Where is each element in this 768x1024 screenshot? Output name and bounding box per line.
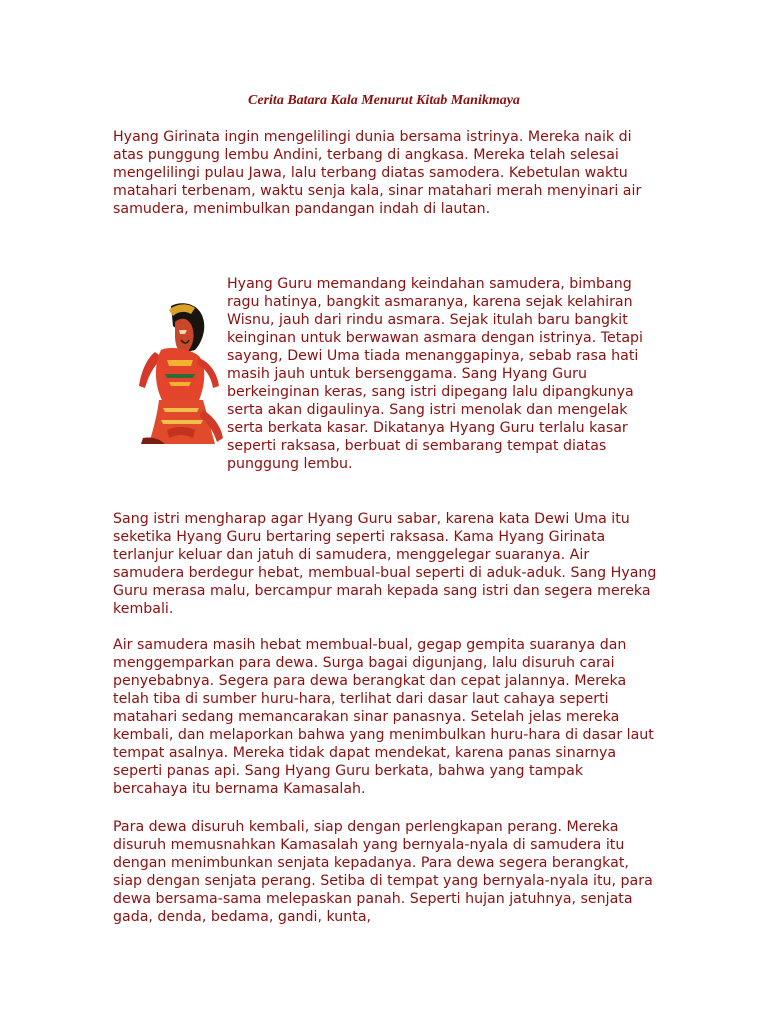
document-title: Cerita Batara Kala Menurut Kitab Manikmaya	[248, 93, 520, 108]
paragraph-4: Air samudera masih hebat membual-bual, gegap gempita suaranya dan menggemparkan para dewa. Surga bagai digunjang, lalu disuruh carai penyebabnya. Segera para dewa berangkat dan cepat jalannya. Mereka telah tiba di sumber huru-hara, terlihat dari dasar laut cahaya seperti matahari sedang memancarakan sinar panasnya. Setelah jelas mereka kembali, dan melaporkan bahwa yang menimbulkan huru-hara di dasar laut tempat asalnya. Mereka tidak dapat mendekat, karena panas sinarnya seperti panas api. Sang Hyang Guru berkata, bahwa yang tampak bercahaya itu bernama Kamasalah.	[113, 637, 654, 797]
wayang-figure-image	[133, 300, 228, 446]
paragraph-3: Sang istri mengharap agar Hyang Guru sabar, karena kata Dewi Uma itu seketika Hyang Guru bertaring seperti raksasa. Kama Hyang Girinata terlanjur keluar dan jatuh di samudera, menggelegar suaranya. Air samudera berdegur hebat, membual-bual seperti di aduk-aduk. Sang Hyang Guru merasa malu, bercampur marah kepada sang istri dan segera mereka kembali.	[113, 511, 657, 617]
paragraph-5: Para dewa disuruh kembali, siap dengan perlengkapan perang. Mereka disuruh memusnahkan Kamasalah yang bernyala-nyala di samudera itu dengan menimbunkan senjata kepadanya. Para dewa segera berangkat, siap dengan senjata perang. Setiba di tempat yang bernyala-nyala itu, para dewa bersama-sama melepaskan panah. Seperti hujan jatuhnya, senjata gada, denda, bedama, gandi, kunta,	[113, 819, 653, 925]
paragraph-2: Hyang Guru memandang keindahan samudera, bimbang ragu hatinya, bangkit asmaranya, karena sejak kelahiran Wisnu, jauh dari rindu asmara. Sejak itulah baru bangkit keinginan untuk berwawan asmara dengan istrinya. Tetapi sayang, Dewi Uma tiada menanggapinya, sebab rasa hati masih jauh untuk bersenggama. Sang Hyang Guru berkeinginan keras, sang istri dipegang lalu dipangkunya serta akan digaulinya. Sang istri menolak dan mengelak serta berkata kasar. Dikatanya Hyang Guru terlalu kasar seperti raksasa, berbuat di sembarang tempat diatas punggung lembu.	[227, 276, 643, 472]
paragraph-1: Hyang Girinata ingin mengelilingi dunia bersama istrinya. Mereka naik di atas punggung lembu Andini, terbang di angkasa. Mereka telah selesai mengelilingi pulau Jawa, lalu terbang diatas samodera. Kebetulan waktu matahari terbenam, waktu senja kala, sinar matahari merah menyinari air samudera, menimbulkan pandangan indah di lautan.	[113, 129, 642, 217]
